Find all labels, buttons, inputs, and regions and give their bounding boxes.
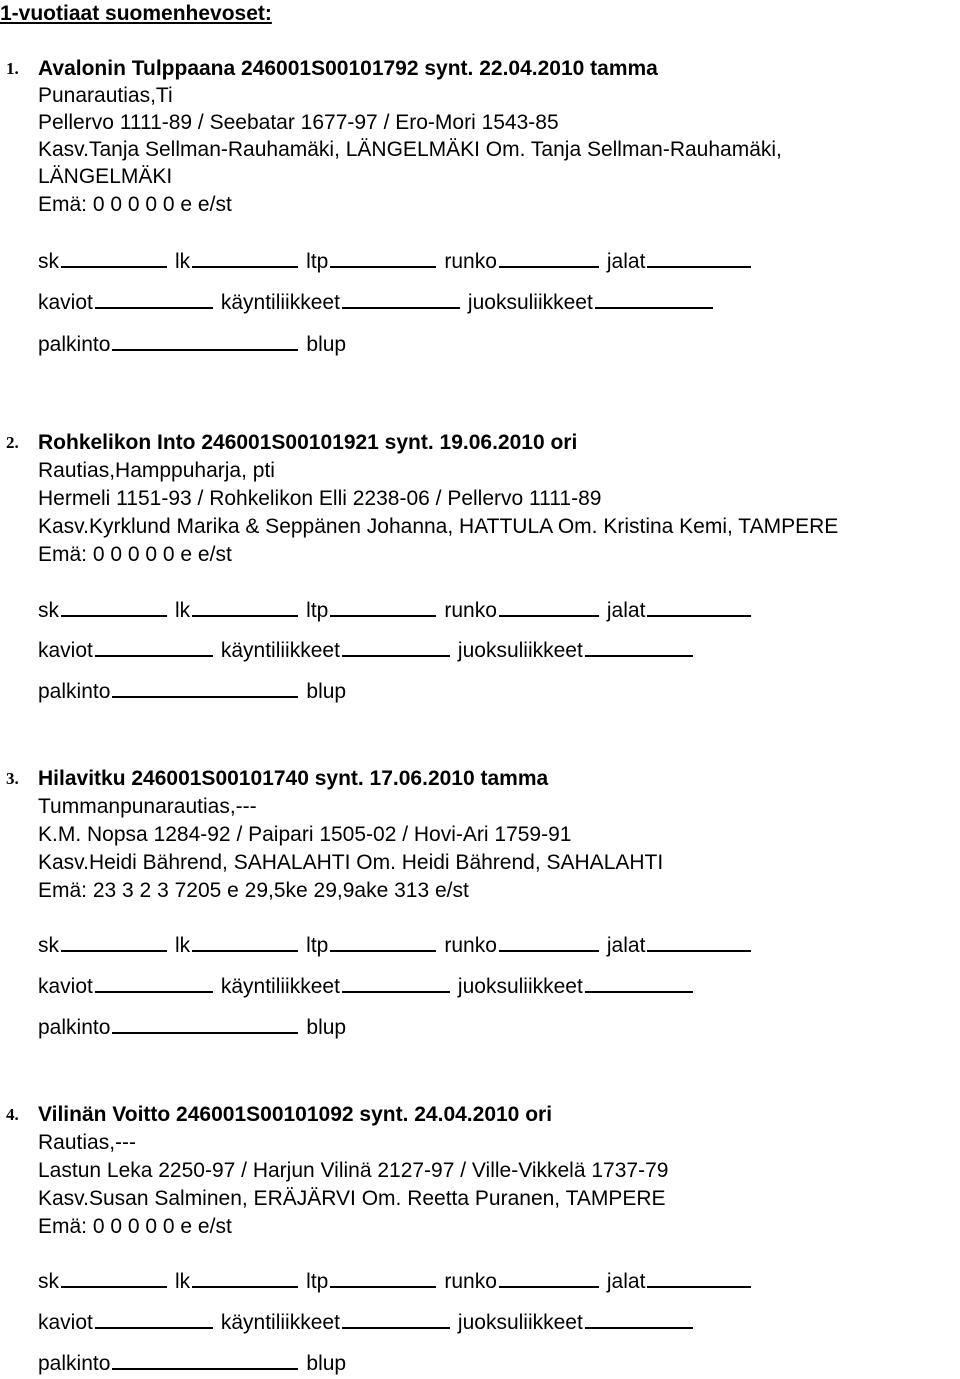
juoksuliikkeet-label: juoksuliikkeet xyxy=(457,1311,583,1334)
entry-color: Punarautias,Ti xyxy=(38,84,173,107)
entry-color: Tummanpunarautias,--- xyxy=(38,795,257,818)
kayntiliikkeet-label: käyntiliikkeet xyxy=(220,1311,340,1334)
entry-heading: Hilavitku 246001S00101740 synt. 17.06.2010 tamma xyxy=(38,767,549,790)
kayntiliikkeet-label: käyntiliikkeet xyxy=(220,639,340,662)
lk-field[interactable] xyxy=(192,950,298,952)
score-row-1 xyxy=(38,248,759,276)
sk-label: sk xyxy=(38,599,59,622)
runko-label: runko xyxy=(444,599,497,622)
kaviot-field[interactable] xyxy=(95,1327,213,1329)
entry-color: Rautias,--- xyxy=(38,1131,137,1154)
entry-dam-record: Emä: 0 0 0 0 0 e e/st xyxy=(38,193,232,216)
ltp-label: ltp xyxy=(306,250,329,273)
runko-field[interactable] xyxy=(499,950,599,952)
runko-label: runko xyxy=(444,1270,497,1293)
ltp-field[interactable] xyxy=(330,950,436,952)
kayntiliikkeet-field[interactable] xyxy=(342,307,460,309)
juoksuliikkeet-field[interactable] xyxy=(585,991,693,993)
runko-field[interactable] xyxy=(499,615,599,617)
lk-field[interactable] xyxy=(192,266,298,268)
jalat-field[interactable] xyxy=(647,1286,751,1288)
entry-heading: Avalonin Tulppaana 246001S00101792 synt. 22.04.2010 tamma xyxy=(38,57,658,80)
entry-dam-record: Emä: 23 3 2 3 7205 e 29,5ke 29,9ake 313 e/st xyxy=(38,879,469,902)
entry-pedigree: K.M. Nopsa 1284-92 / Paipari 1505-02 / Hovi-Ari 1759-91 xyxy=(38,823,572,846)
sk-field[interactable] xyxy=(61,1286,167,1288)
kaviot-field[interactable] xyxy=(95,307,213,309)
palkinto-label: palkinto xyxy=(38,680,111,703)
jalat-field[interactable] xyxy=(647,266,751,268)
palkinto-label: palkinto xyxy=(38,1016,111,1039)
juoksuliikkeet-field[interactable] xyxy=(585,655,693,657)
score-row-1 xyxy=(38,932,759,960)
entry-dam-record: Emä: 0 0 0 0 0 e e/st xyxy=(38,543,232,566)
kaviot-label: kaviot xyxy=(38,291,93,314)
sk-field[interactable] xyxy=(61,950,167,952)
lk-label: lk xyxy=(175,934,191,957)
lk-field[interactable] xyxy=(192,1286,298,1288)
palkinto-field[interactable] xyxy=(112,349,298,351)
score-row-3 xyxy=(38,331,346,359)
kayntiliikkeet-label: käyntiliikkeet xyxy=(220,291,340,314)
palkinto-label: palkinto xyxy=(38,333,111,356)
blup-label: blup xyxy=(306,680,347,703)
entry-number: 3. xyxy=(6,769,19,788)
palkinto-field[interactable] xyxy=(112,1368,298,1370)
palkinto-label: palkinto xyxy=(38,1352,111,1375)
entry-heading: Vilinän Voitto 246001S00101092 synt. 24.04.2010 ori xyxy=(38,1103,553,1126)
score-row-2 xyxy=(38,973,701,1001)
lk-label: lk xyxy=(175,250,191,273)
entry-breeder-owner: Kasv.Susan Salminen, ERÄJÄRVI Om. Reetta Puranen, TAMPERE xyxy=(38,1187,666,1210)
score-row-3 xyxy=(38,1350,346,1378)
kayntiliikkeet-field[interactable] xyxy=(342,991,450,993)
sk-field[interactable] xyxy=(61,266,167,268)
ltp-label: ltp xyxy=(306,934,329,957)
ltp-label: ltp xyxy=(306,599,329,622)
entry-heading: Rohkelikon Into 246001S00101921 synt. 19.06.2010 ori xyxy=(38,431,578,454)
sk-field[interactable] xyxy=(61,615,167,617)
jalat-field[interactable] xyxy=(647,950,751,952)
score-row-3 xyxy=(38,678,346,706)
kaviot-label: kaviot xyxy=(38,1311,93,1334)
jalat-label: jalat xyxy=(606,1270,646,1293)
entry-pedigree: Lastun Leka 2250-97 / Harjun Vilinä 2127-97 / Ville-Vikkelä 1737-79 xyxy=(38,1159,669,1182)
entry-pedigree: Pellervo 1111-89 / Seebatar 1677-97 / Ero-Mori 1543-85 xyxy=(38,111,559,134)
entry-color: Rautias,Hamppuharja, pti xyxy=(38,459,275,482)
ltp-field[interactable] xyxy=(330,615,436,617)
palkinto-field[interactable] xyxy=(112,1032,298,1034)
sk-label: sk xyxy=(38,250,59,273)
lk-label: lk xyxy=(175,599,191,622)
juoksuliikkeet-label: juoksuliikkeet xyxy=(467,291,593,314)
runko-field[interactable] xyxy=(499,266,599,268)
entry-breeder-owner: Kasv.Heidi Bährend, SAHALAHTI Om. Heidi Bährend, SAHALAHTI xyxy=(38,851,664,874)
runko-field[interactable] xyxy=(499,1286,599,1288)
blup-label: blup xyxy=(306,333,347,356)
score-row-1 xyxy=(38,597,759,625)
kaviot-field[interactable] xyxy=(95,991,213,993)
jalat-label: jalat xyxy=(606,250,646,273)
ltp-field[interactable] xyxy=(330,266,436,268)
palkinto-field[interactable] xyxy=(112,696,298,698)
runko-label: runko xyxy=(444,934,497,957)
kayntiliikkeet-label: käyntiliikkeet xyxy=(220,975,340,998)
entry-pedigree: Hermeli 1151-93 / Rohkelikon Elli 2238-06 / Pellervo 1111-89 xyxy=(38,487,602,510)
jalat-field[interactable] xyxy=(647,615,751,617)
jalat-label: jalat xyxy=(606,934,646,957)
score-row-1 xyxy=(38,1268,759,1296)
score-row-2 xyxy=(38,637,701,665)
entry-breeder-owner: Kasv.Kyrklund Marika & Seppänen Johanna, HATTULA Om. Kristina Kemi, TAMPERE xyxy=(38,515,839,538)
blup-label: blup xyxy=(306,1016,347,1039)
kaviot-label: kaviot xyxy=(38,639,93,662)
runko-label: runko xyxy=(444,250,497,273)
juoksuliikkeet-label: juoksuliikkeet xyxy=(457,639,583,662)
score-row-2 xyxy=(38,289,721,317)
lk-label: lk xyxy=(175,1270,191,1293)
juoksuliikkeet-field[interactable] xyxy=(595,307,713,309)
entry-number: 4. xyxy=(6,1105,19,1124)
jalat-label: jalat xyxy=(606,599,646,622)
kayntiliikkeet-field[interactable] xyxy=(342,1327,450,1329)
juoksuliikkeet-label: juoksuliikkeet xyxy=(457,975,583,998)
blup-label: blup xyxy=(306,1352,347,1375)
sk-label: sk xyxy=(38,934,59,957)
page-title: 1-vuotiaat suomenhevoset: xyxy=(0,2,272,25)
entry-breeder-owner-cont: LÄNGELMÄKI xyxy=(38,165,173,188)
lk-field[interactable] xyxy=(192,615,298,617)
entry-breeder-owner: Kasv.Tanja Sellman-Rauhamäki, LÄNGELMÄKI Om. Tanja Sellman-Rauhamäki, xyxy=(38,138,782,161)
ltp-field[interactable] xyxy=(330,1286,436,1288)
kaviot-label: kaviot xyxy=(38,975,93,998)
juoksuliikkeet-field[interactable] xyxy=(585,1327,693,1329)
entry-number: 2. xyxy=(6,433,19,452)
sk-label: sk xyxy=(38,1270,59,1293)
entry-dam-record: Emä: 0 0 0 0 0 e e/st xyxy=(38,1215,232,1238)
ltp-label: ltp xyxy=(306,1270,329,1293)
kaviot-field[interactable] xyxy=(95,655,213,657)
kayntiliikkeet-field[interactable] xyxy=(342,655,450,657)
score-row-2 xyxy=(38,1309,701,1337)
entry-number: 1. xyxy=(6,59,19,78)
score-row-3 xyxy=(38,1014,346,1042)
